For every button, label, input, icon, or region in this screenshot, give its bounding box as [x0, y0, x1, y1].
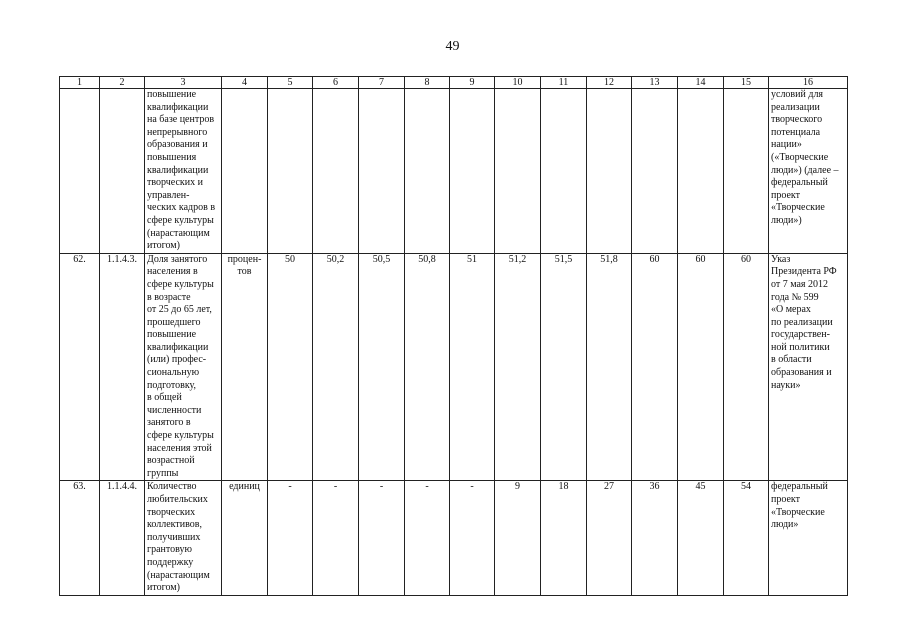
year-value: [724, 89, 769, 254]
year-value: [587, 89, 632, 254]
year-value: 50,8: [405, 253, 450, 481]
year-value: 51,8: [587, 253, 632, 481]
column-number: 15: [724, 77, 769, 89]
year-value: 9: [495, 481, 541, 595]
column-number: 2: [100, 77, 145, 89]
column-number-row: [60, 77, 848, 89]
column-number: 3: [145, 77, 222, 89]
year-value: 50,2: [313, 253, 359, 481]
year-value: 51,5: [541, 253, 587, 481]
column-number: 1: [60, 77, 100, 89]
page-number: 49: [445, 39, 460, 54]
year-value: 18: [541, 481, 587, 595]
year-value: -: [450, 481, 495, 595]
row-number: 63.: [60, 481, 100, 595]
year-value: [313, 89, 359, 254]
column-number: 13: [632, 77, 678, 89]
year-value: 60: [632, 253, 678, 481]
year-value: 27: [587, 481, 632, 595]
indicator-name: Количество любительских творческих коллективов, получивших грантовую поддержку (нарастающим итогом): [145, 481, 222, 595]
source-document: условий для реализации творческого потенциала нации» («Творческие люди») (далее – федеральный проект «Творческие люди»): [769, 89, 848, 254]
indicator-code: 1.1.4.4.: [100, 481, 145, 595]
indicator-code: 1.1.4.3.: [100, 253, 145, 481]
year-value: 36: [632, 481, 678, 595]
year-value: [541, 89, 587, 254]
year-value: [632, 89, 678, 254]
year-value: -: [268, 481, 313, 595]
year-value: [268, 89, 313, 254]
column-number: 9: [450, 77, 495, 89]
year-value: 50,5: [359, 253, 405, 481]
year-value: [678, 89, 724, 254]
column-number: 16: [769, 77, 848, 89]
year-value: -: [359, 481, 405, 595]
column-number: 7: [359, 77, 405, 89]
year-value: 54: [724, 481, 769, 595]
column-number: 12: [587, 77, 632, 89]
year-value: 45: [678, 481, 724, 595]
year-value: 60: [678, 253, 724, 481]
year-value: 60: [724, 253, 769, 481]
table-row: [60, 481, 848, 595]
indicator-name: повышение квалификации на базе центров непрерывного образования и повышения квалификации творческих и управлен- ческих кадров в сфере культуры (нарастающим итогом): [145, 89, 222, 254]
column-number: 5: [268, 77, 313, 89]
column-number: 10: [495, 77, 541, 89]
source-document: Указ Президента РФ от 7 мая 2012 года № 599 «О мерах по реализации государствен- ной политики в области образования и науки»: [769, 253, 848, 481]
column-number: 8: [405, 77, 450, 89]
unit-of-measure: процен- тов: [222, 253, 268, 481]
column-number: 14: [678, 77, 724, 89]
year-value: [495, 89, 541, 254]
unit-of-measure: [222, 89, 268, 254]
year-value: 50: [268, 253, 313, 481]
column-number: 6: [313, 77, 359, 89]
row-number: [60, 89, 100, 254]
indicator-code: [100, 89, 145, 254]
year-value: 51,2: [495, 253, 541, 481]
year-value: [405, 89, 450, 254]
indicator-name: Доля занятого населения в сфере культуры в возрасте от 25 до 65 лет, прошедшего повышение квалификации (или) профес- сиональную подготовку, в общей численности занятого в сфере культуры населения этой возрастной группы: [145, 253, 222, 481]
source-document: федеральный проект «Творческие люди»: [769, 481, 848, 595]
column-number: 11: [541, 77, 587, 89]
row-number: 62.: [60, 253, 100, 481]
indicators-table: [59, 76, 848, 596]
year-value: -: [405, 481, 450, 595]
year-value: [450, 89, 495, 254]
year-value: 51: [450, 253, 495, 481]
unit-of-measure: единиц: [222, 481, 268, 595]
year-value: -: [313, 481, 359, 595]
year-value: [359, 89, 405, 254]
table-row: [60, 89, 848, 254]
column-number: 4: [222, 77, 268, 89]
table-row: [60, 253, 848, 481]
